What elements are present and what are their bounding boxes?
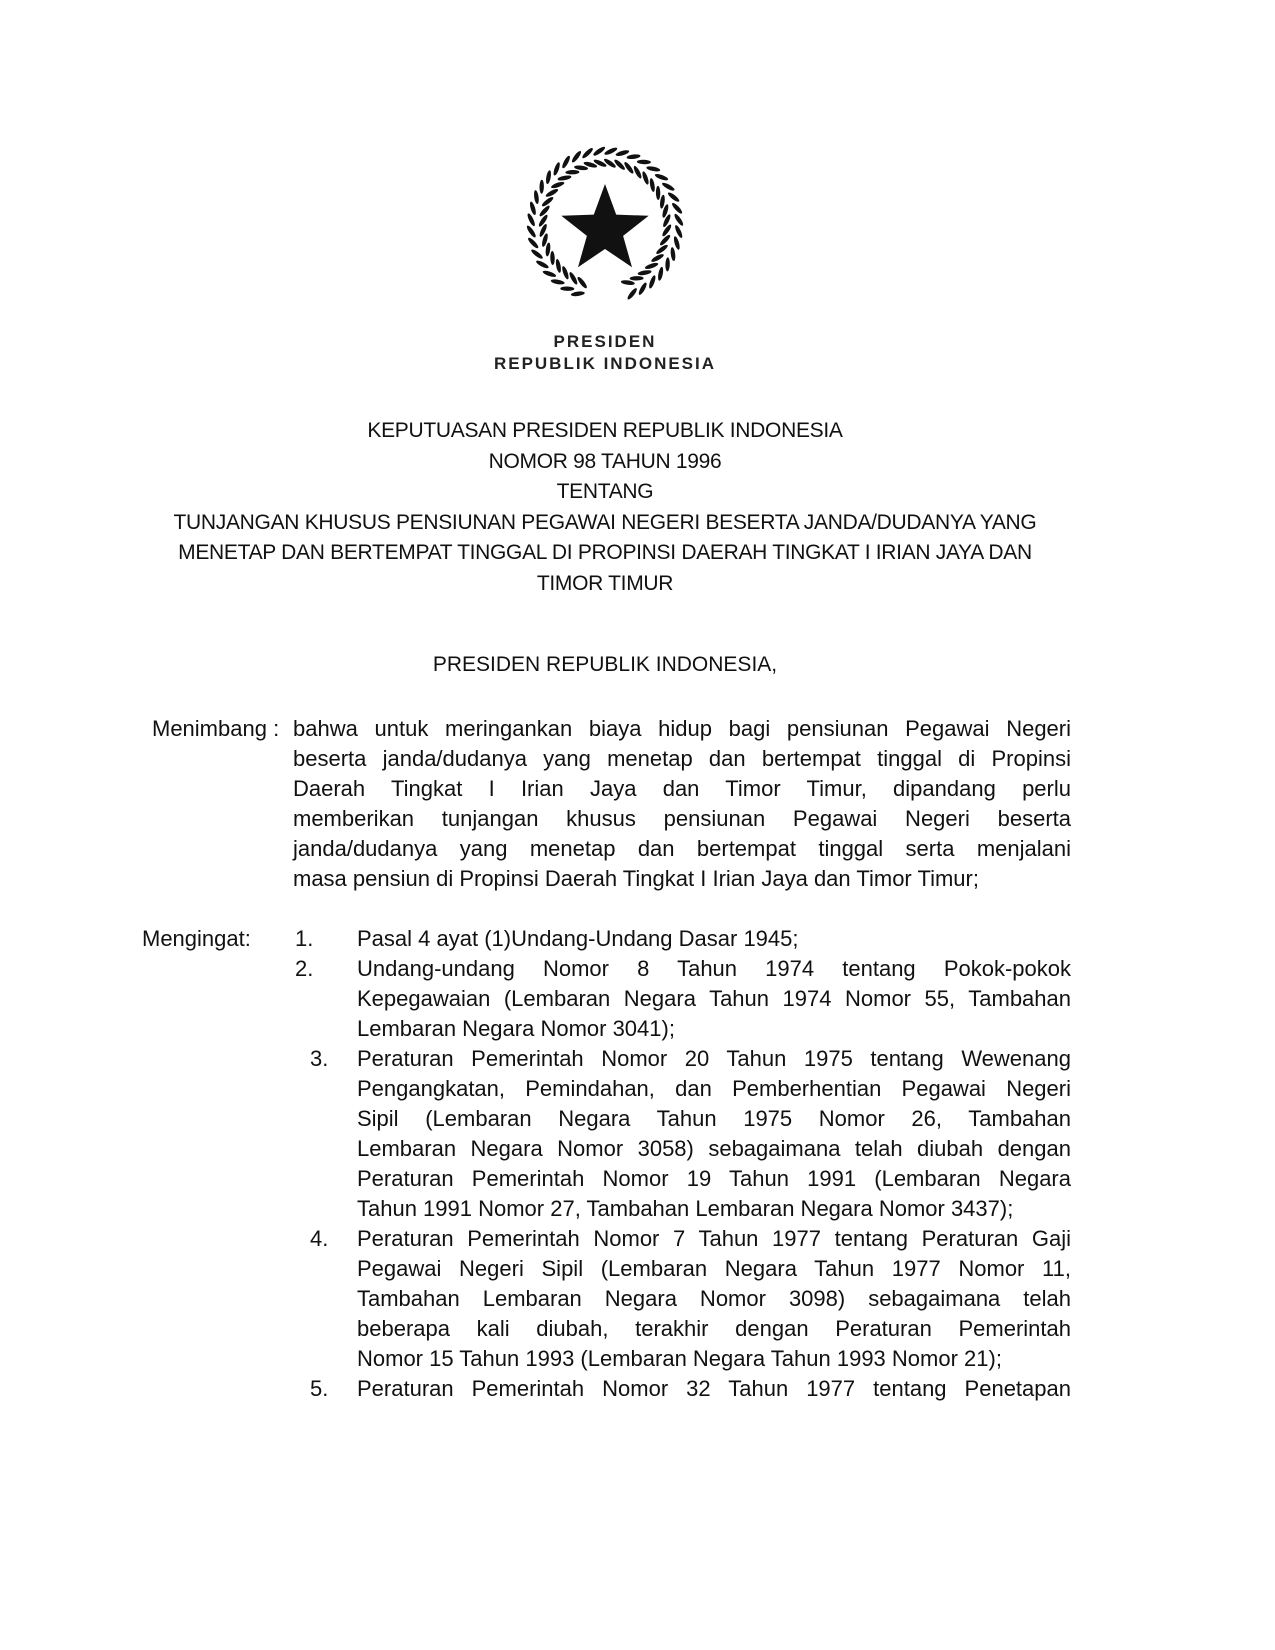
wreath-leaf [542,269,557,278]
text-line: Peraturan Pemerintah Nomor 7 Tahun 1977 tentang Peraturan Gaji [357,1226,1071,1251]
wreath-leaf [537,214,548,228]
wreath-leaf [673,213,684,227]
title-line: KEPUTUASAN PRESIDEN REPUBLIK INDONESIA [367,419,843,442]
wreath-leaf [539,180,544,194]
list-item [290,924,1071,954]
wreath-leaf [525,225,537,239]
wreath-leaf [655,243,669,255]
text-line: beserta janda/dudanya yang menetap dan bertempat tinggal di Propinsi [293,746,1071,771]
text-line: Peraturan Pemerintah Nomor 20 Tahun 1975 tentang Wewenang [357,1046,1071,1071]
wreath-leaf [656,186,661,200]
title-line: TENTANG [556,480,654,503]
wreath-leaf [557,175,572,182]
wreath-leaf [529,201,537,216]
wreath-leaf [661,223,673,237]
wreath-leaf [650,253,664,263]
wreath-leaf [535,259,549,269]
text-line: Undang-undang Nomor 8 Tahun 1974 tentang Pokok-pokok [357,956,1071,981]
text-line: memberikan tunjangan khusus pensiunan Pegawai Negeri beserta [293,806,1071,831]
wreath-leaf [560,286,574,291]
wreath-leaf [568,271,579,285]
text-line: Tambahan Lembaran Negara Nomor 3098) sebagaimana telah [357,1286,1071,1311]
mengingat-list [290,924,1071,1404]
text-line: Tahun 1991 Nomor 27, Tambahan Lembaran Negara Nomor 3437); [357,1196,1014,1221]
wreath-leaf [673,236,681,251]
wreath-leaf [561,265,570,280]
wreath-leaf [649,178,656,193]
text-line: Lembaran Negara Nomor 3058) sebagaimana telah diubah dengan [357,1136,1071,1161]
title-line: TIMOR TIMUR [536,571,674,595]
president-heading: PRESIDEN REPUBLIK INDONESIA, [432,653,778,676]
wreath-leaf [533,190,539,204]
wreath-leaf [592,145,606,157]
menimbang-label: Menimbang : [152,716,280,741]
wreath-leaf [550,251,555,265]
wreath-leaf [630,276,644,281]
text-line: Daerah Tingkat I Irian Jaya dan Timor Timur, dipandang perlu [293,776,1071,801]
text-line: Pasal 4 ayat (1)Undang-Undang Dasar 1945; [357,926,799,951]
wreath-leaf [538,204,551,217]
wreath-leaf [670,247,676,261]
wreath-leaf [654,173,669,182]
wreath-leaf [613,158,626,171]
list-number: 3. [310,1046,329,1071]
wreath-leaf [545,188,559,199]
wreath-leaf [632,165,642,179]
wreath-leaf [571,291,585,297]
list-number: 2. [295,956,314,981]
wreath-leaf [665,257,670,271]
wreath-leaf [530,248,544,260]
wreath-leaf [637,160,651,165]
wreath-leaf [555,259,562,274]
wreath-leaf [571,150,583,164]
wreath-leaf [659,194,665,208]
wreath-leaf [641,171,650,186]
mengingat-label: Mengingat: [142,926,251,951]
title-line: MENETAP DAN BERTEMPAT TINGGAL DI PROPINSI DAERAH TINGKAT I IRIAN JAYA DAN [178,541,1032,564]
letterhead-line2: REPUBLIK INDONESIA [493,354,717,373]
list-item [290,1374,1071,1404]
wreath-leaf [550,279,565,286]
wreath-leaf [659,234,672,247]
wreath-leaf [561,155,571,169]
list-item [290,954,1071,1044]
wreath-leaf [527,236,540,249]
wreath-leaf [545,242,551,256]
text-line: bahwa untuk meringankan biaya hidup bagi pensiunan Pegawai Negeri [293,716,1071,741]
wreath-leaf [603,157,617,169]
list-item [290,1044,1071,1224]
wreath-leaf [581,147,594,160]
wreath-leaf [545,170,552,185]
text-line: Peraturan Pemerintah Nomor 32 Tahun 1977 tentang Penetapan [357,1376,1071,1401]
wreath-leaf [626,154,640,160]
wreath-leaf [657,267,664,282]
wreath-leaf [623,161,635,175]
wreath-leaf [637,269,652,276]
text-line: Nomor 15 Tahun 1993 (Lembaran Negara Tahun 1993 Nomor 21); [357,1346,1002,1371]
wreath-leaf [637,282,648,296]
text-line: Lembaran Negara Nomor 3041); [357,1016,675,1041]
title-line: NOMOR 98 TAHUN 1996 [488,449,722,473]
wreath-leaf [626,287,638,301]
wreath-leaf [644,262,659,271]
text-line: Pegawai Negeri Sipil (Lembaran Negara Tahun 1977 Nomor 11, [357,1256,1071,1281]
list-number: 4. [310,1226,329,1251]
letterhead-line1: PRESIDEN [553,332,657,351]
wreath-leaf [648,275,657,290]
wreath-leaf [576,276,588,290]
wreath-leaf [661,181,675,192]
wreath-leaf [667,191,681,203]
text-line: Peraturan Pemerintah Nomor 19 Tahun 1991 (Lembaran Negara [357,1166,1071,1191]
title-line: TUNJANGAN KHUSUS PENSIUNAN PEGAWAI NEGERI BESERTA JANDA/DUDANYA YANG [173,510,1037,534]
text-line: Sipil (Lembaran Negara Tahun 1975 Nomor 26, Tambahan [357,1106,1071,1131]
menimbang-text [293,714,1071,894]
text-line: Kepegawaian (Lembaran Negara Tahun 1974 Nomor 55, Tambahan [357,986,1071,1011]
text-line: janda/dudanya yang menetap dan bertempat tinggal serta menjalani [293,836,1071,861]
wreath-leaf [621,279,635,285]
wreath-leaf [565,170,579,175]
text-line: masa pensiun di Propinsi Daerah Tingkat I Irian Jaya dan Timor Timur; [293,866,979,891]
text-line: beberapa kali diubah, terakhir dengan Peraturan Pemerintah [357,1316,1071,1341]
wreath-leaf [615,149,630,157]
text-line: Pengangkatan, Pemindahan, dan Pemberhentian Pegawai Negeri [357,1076,1071,1101]
wreath-leaf [671,202,684,215]
star-icon [561,184,648,267]
list-number: 1. [295,926,314,951]
list-item [290,1224,1071,1374]
wreath-leaf [541,196,555,208]
wreath-leaf [646,165,661,172]
document-title [0,416,1210,599]
wreath-leaf [552,162,561,177]
seal-icon [525,145,685,305]
wreath-leaf [550,181,565,190]
wreath-leaf [574,165,588,171]
list-number: 5. [310,1376,329,1401]
